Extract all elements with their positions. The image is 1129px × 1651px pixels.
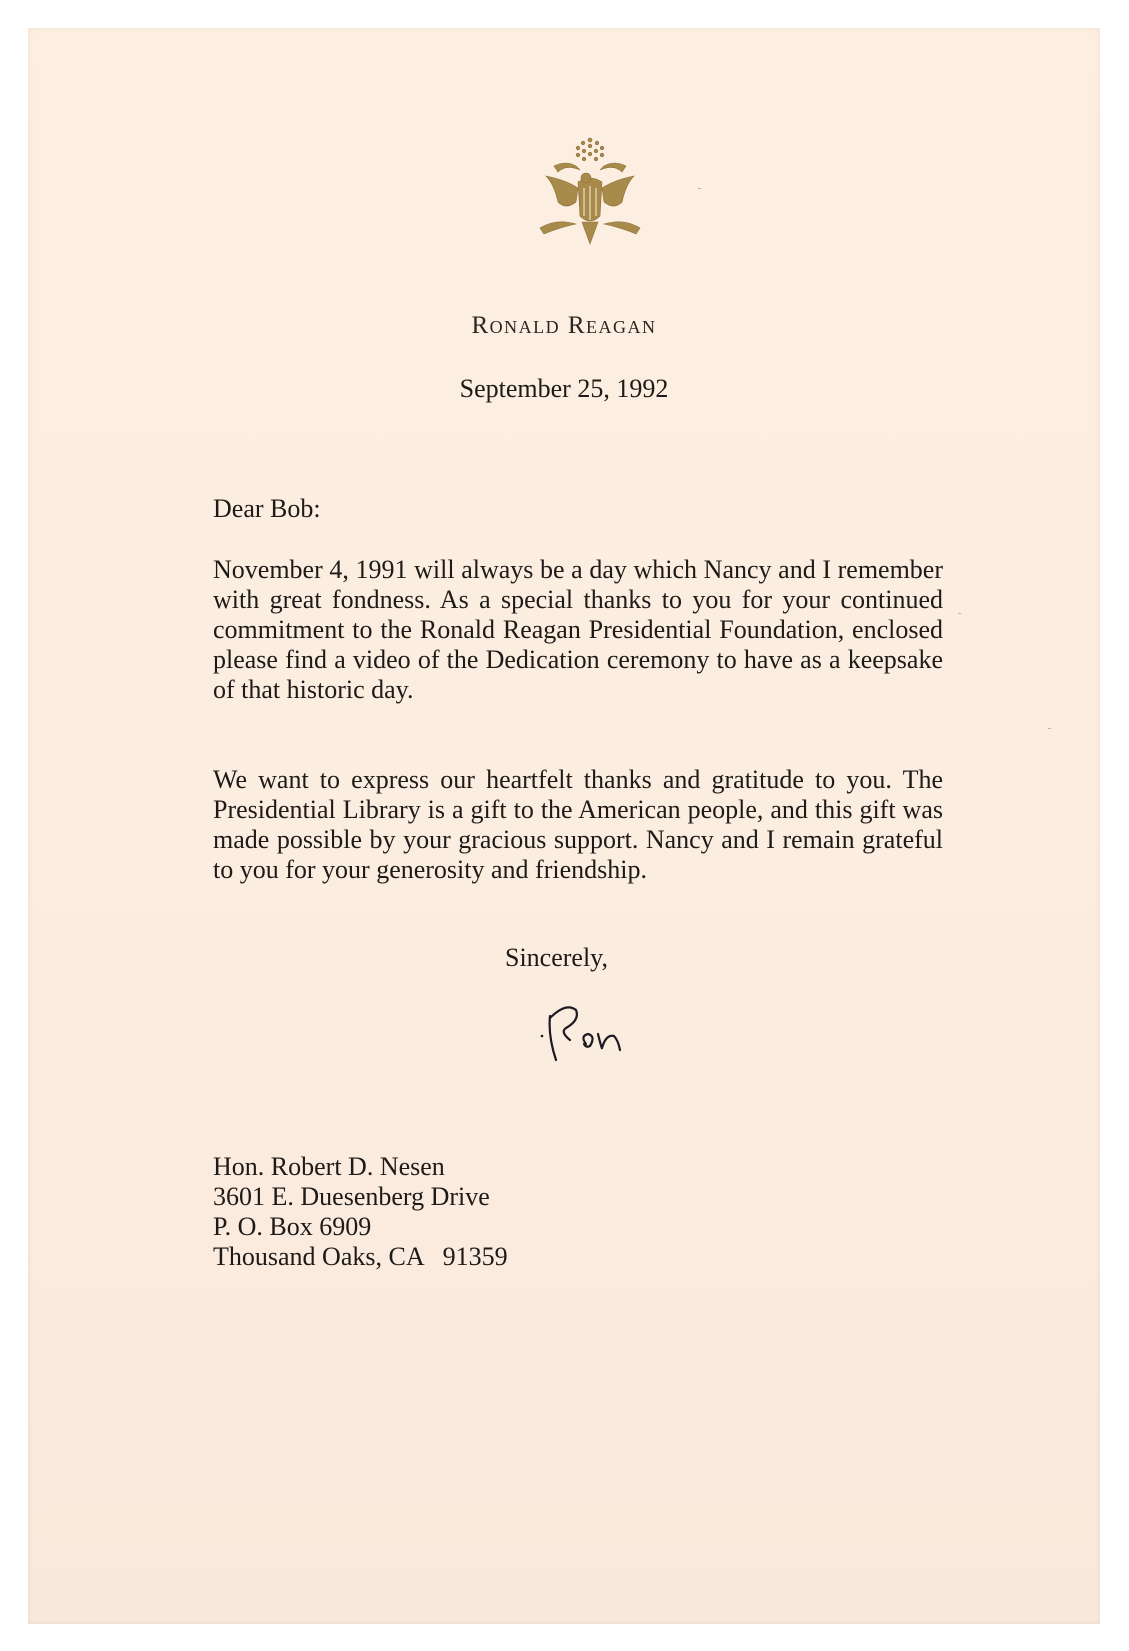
letter-date: September 25, 1992 [459,374,669,403]
paper-speck [1048,728,1051,729]
body-paragraph: We want to express our heartfelt thanks and gratitude to you. The Presidential Library is a gift to the American people, and this gift was made possible by your gracious support. Nancy and I remain grateful to you for your generosity and friendship. [213,765,943,884]
presidential-eagle-seal-icon [536,132,644,254]
recipient-name: Hon. Robert D. Nesen [213,1152,445,1181]
recipient-address [213,1152,508,1272]
closing: Sincerely, [505,943,608,972]
paper-speck [698,188,701,189]
salutation: Dear Bob: [213,494,321,523]
letter-sheet [28,28,1100,1624]
recipient-street: 3601 E. Duesenberg Drive [213,1182,490,1211]
recipient-city-state-zip: Thousand Oaks, CA 91359 [213,1242,508,1271]
body-paragraph: November 4, 1991 will always be a day which Nancy and I remember with great fondness. As a special thanks to you for your continued commitment to the Ronald Reagan Presidential Foundation, enclosed please find a video of the Dedication ceremony to have as a keepsake of that historic day. [213,555,943,704]
paper-speck [958,613,961,614]
recipient-po-box: P. O. Box 6909 [213,1212,372,1241]
signature [536,996,656,1068]
letterhead-name: Ronald Reagan [471,312,657,339]
